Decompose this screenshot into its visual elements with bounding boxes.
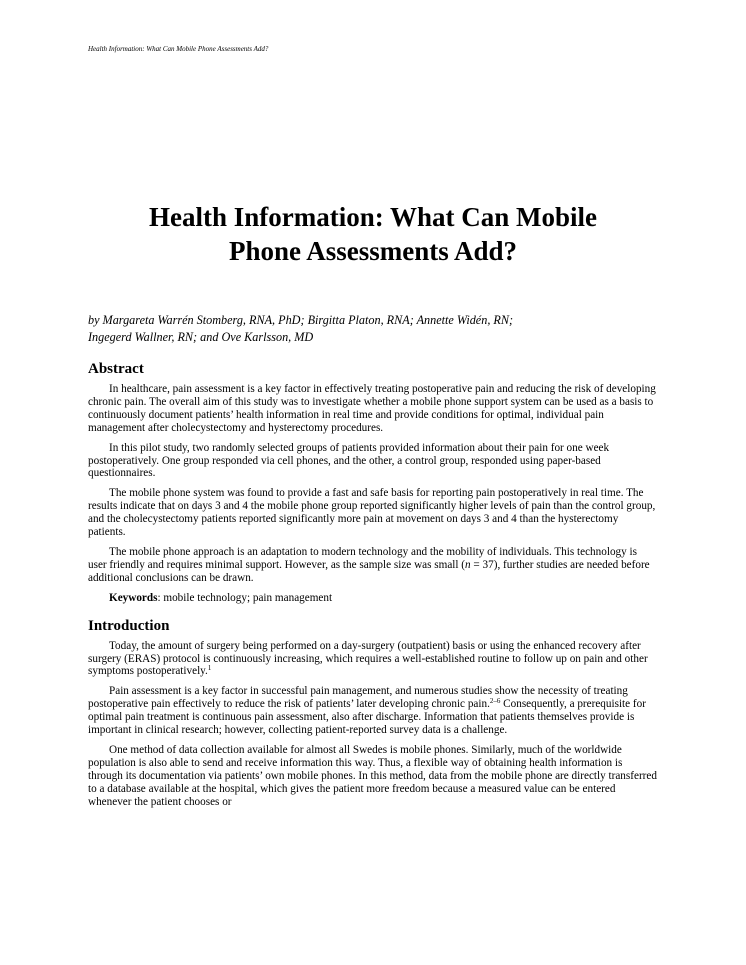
introduction-section: [88, 617, 658, 809]
introduction-paragraph-3: One method of data collection available for almost all Swedes is mobile phones. Similarly, much of the worldwide population is also able to send and receive information this way. Thus, a flexible way of obtaining health information is through its documentation via patients’ own mobile phones. In this method, data from the mobile phone are directly transferred to a database available at the hospital, which gives the patient more freedom because a measured value can be entered whenever the patient chooses or: [88, 743, 657, 808]
introduction-paragraph-1: [88, 640, 658, 679]
abstract-paragraph-1: In healthcare, pain assessment is a key factor in effectively treating postoperative pain and reducing the risk of developing chronic pain. The overall aim of this study was to investigate whether a mobile phone support system can be used as a basis to continuously document patients’ health information in real time and provide conditions for optimal, individual pain management after cholecystectomy and hysterectomy procedures.: [88, 383, 656, 434]
author-byline: [88, 312, 648, 345]
reference-superscript-1: 1: [207, 664, 212, 673]
abstract-paragraph-4: [88, 546, 658, 585]
abstract-section: [88, 360, 658, 605]
keywords-label: Keywords: [109, 591, 158, 604]
abstract-p4-text-a: The mobile phone approach is an adaptation to modern technology and the mobility of individuals. This technology is user friendly and requires minimal support. However, as the sample size was small (: [88, 545, 637, 571]
running-head: Health Information: What Can Mobile Phone Assessments Add?: [88, 45, 269, 53]
intro-p1-text: Today, the amount of surgery being performed on a day-surgery (outpatient) basis or using the enhanced recovery after surgery (ERAS) protocol is continuously increasing, which requires a well-established routine to follow up on pain and other symptoms postoperatively.: [88, 639, 648, 678]
abstract-heading: Abstract: [88, 361, 144, 377]
article-title: [88, 200, 658, 268]
title-line-1: Health Information: What Can Mobile: [148, 202, 597, 232]
sample-size-variable: n: [465, 558, 471, 571]
title-line-2: Phone Assessments Add?: [228, 236, 518, 266]
introduction-heading: Introduction: [88, 617, 170, 634]
abstract-p4-text-b: = 37), further studies are needed before additional conclusions can be drawn.: [88, 558, 650, 584]
intro-p2-text-a: Pain assessment is a key factor in successful pain management, and numerous studies show the necessity of treating postoperative pain effectively to reduce the risk of patients’ later developing chronic pain.: [88, 685, 628, 711]
abstract-paragraph-3: The mobile phone system was found to provide a fast and safe basis for reporting pain postoperatively in real time. The results indicate that on days 3 and 4 the mobile phone group reported significantly higher levels of pain than the control group, and the cholecystectomy patients reported significantly more pain at movement on days 3 and 4 than the hysterectomy patients.: [88, 487, 656, 539]
reference-superscript-2-6: 2–6: [489, 697, 501, 706]
keywords-text: : mobile technology; pain management: [157, 591, 333, 604]
article-body: [88, 360, 658, 815]
intro-p2-text-b: Consequently, a prerequisite for optimal pain treatment is continuous pain assessment, also after discharge. Information that patients themselves provide is important in clinical research; however, collecting patient-reported survey data is a challenge.: [88, 698, 646, 737]
byline-line-2: Ingegerd Wallner, RN; and Ove Karlsson, MD: [88, 329, 314, 344]
keywords-line: [88, 592, 658, 605]
abstract-paragraph-2: In this pilot study, two randomly selected groups of patients provided information about their pain for one week postoperatively. One group responded via cell phones, and the other, a control group, responded using paper-based questionnaires.: [88, 441, 610, 480]
byline-line-1: by Margareta Warrén Stomberg, RNA, PhD; Birgitta Platon, RNA; Annette Widén, RN;: [88, 313, 514, 327]
introduction-paragraph-2: [88, 685, 658, 737]
